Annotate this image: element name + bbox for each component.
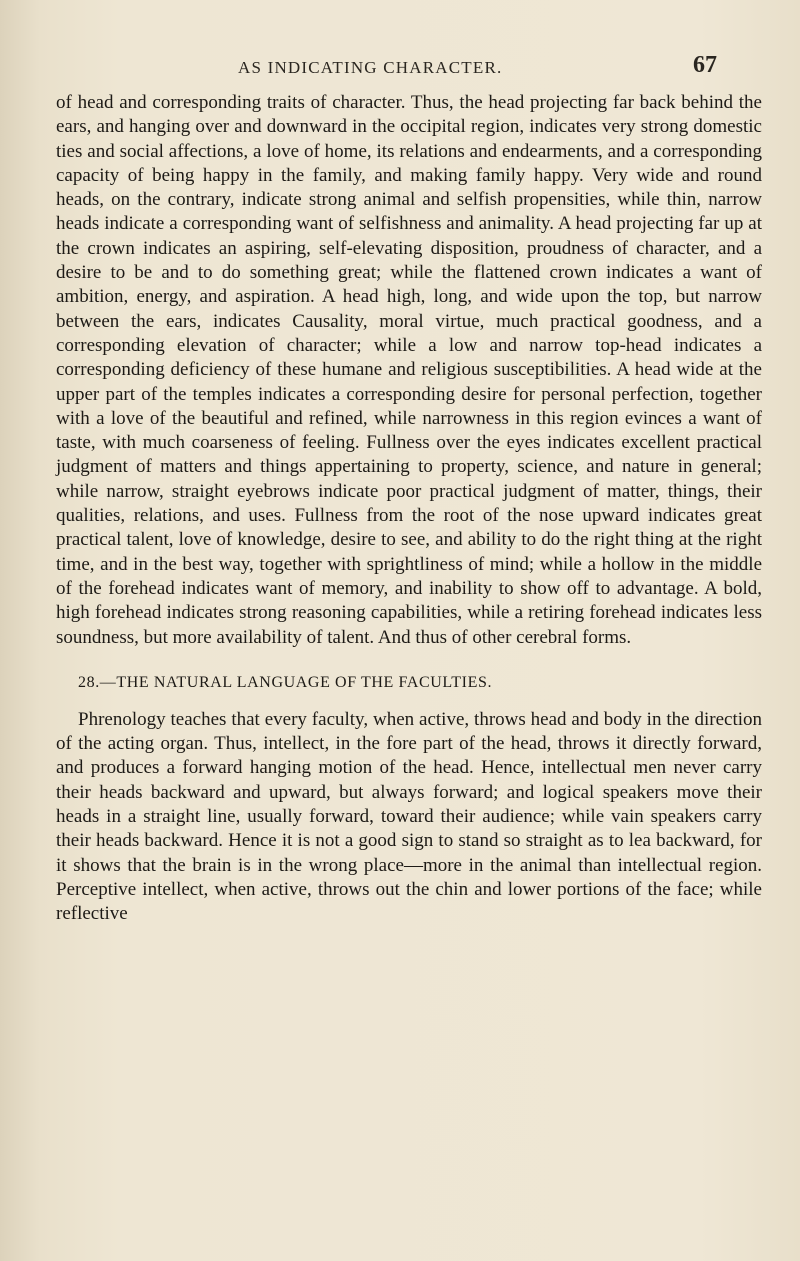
running-head xyxy=(0,52,800,86)
page-number: 67 xyxy=(693,52,717,78)
section-heading: 28.—THE NATURAL LANGUAGE OF THE FACULTIES. xyxy=(78,673,493,691)
section-paragraph: Phrenology teaches that every faculty, when active, throws head and body in the direction of the acting organ. Thus, intellect, in the fore part of the head, throws it directly forward, and produces a forward hanging motion of the head. Hence, intellectual men never carry their heads backward and upward, but always forward; and logical speakers move their heads in a straight line, usually forward, toward their audience; while vain speakers carry their heads backward. Hence it is not a good sign to stand so straight as to lea backward, for it shows that the brain is in the wrong place—more in the animal than intellectual region. Perceptive intellect, when active, throws out the chin and lower portions of the face; while reflective xyxy=(56,708,762,925)
running-title: AS INDICATING CHARACTER. xyxy=(238,58,503,77)
paragraph-continued: of head and corresponding traits of character. Thus, the head projecting far back behind the ears, and hanging over and downward in the occipital region, indicates very strong domestic ties and social affections, a love of home, its relations and endearments, and a corresponding capacity of being happy in the family, and making family happy. Very wide and round heads, on the contrary, indicate strong animal and selfish propensities, while thin, narrow heads indicate a corresponding want of selfishness and animality. A head projecting far up at the crown indicates an aspiring, self-elevating disposition, proudness of character, and a desire to be and to do something great; while the flattened crown indicates a want of ambition, energy, and aspiration. A head high, long, and wide upon the top, but narrow between the ears, indicates Causality, moral virtue, much practical goodness, and a corresponding elevation of character; while a low and narrow top-head indicates a corresponding deficiency of these humane and religious susceptibilities. A head wide at the upper part of the temples indicates a corresponding desire for personal perfection, together with a love of the beautiful and refined, while narrowness in this region evinces a want of taste, with much coarseness of feeling. Fullness over the eyes indicates excellent practical judgment of matters and things appertaining to property, science, and nature in general; while narrow, straight eyebrows indicate poor practical judgment of matter, things, their qualities, relations, and uses. Fullness from the root of the nose upward indicates great practical talent, love of knowledge, desire to see, and ability to do the right thing at the right time, and in the best way, together with sprightliness of mind; while a hollow in the middle of the forehead indicates want of memory, and inability to show off to advantage. A bold, high forehead indicates strong reasoning capabilities, while a retiring forehead indicates less soundness, but more availability of talent. And thus of other cerebral forms. xyxy=(56,92,762,648)
body-text xyxy=(56,91,762,927)
